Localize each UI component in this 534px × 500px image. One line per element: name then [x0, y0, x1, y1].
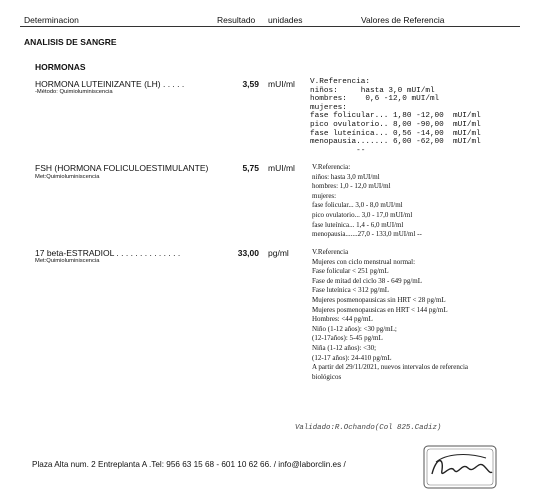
test-name: FSH (HORMONA FOLICULOESTIMULANTE)	[35, 163, 209, 173]
subsection-title: HORMONAS	[35, 62, 86, 72]
test-unit: mUI/ml	[268, 163, 295, 173]
header-determinacion: Determinacion	[24, 15, 79, 25]
test-result: 5,75	[242, 163, 259, 173]
header-valores-referencia: Valores de Referencia	[361, 15, 445, 25]
test-method: Met:Quimioluminiscencia	[35, 258, 100, 264]
test-unit: mUI/ml	[268, 79, 295, 89]
signature-stamp	[418, 444, 502, 490]
test-reference: V.Referencia Mujeres con ciclo menstrual normal: Fase folicular < 251 pg/mL Fase de mitad del ciclo 38 - 649 pg/mL Fase luteínica < 312 pg/mL Mujeres posmenopausicas sin HRT < 28 pg/mL Mujeres posmenopausicas en HRT < 144 pg/mL Hombres: <44 pg/mL Niño (1-12 años): <30 pg/mL; (12-17años): 5-45 pg/mL Niña (1-12 años): <30; (12-17 años): 24-410 pg/mL A partir del 29/11/2021, nuevos intervalos de referencia biológicos	[312, 248, 469, 381]
header-unidades: unidades	[268, 15, 303, 25]
test-method: -Método: Quimioluminiscencia	[35, 89, 113, 95]
test-result: 3,59	[242, 79, 259, 89]
footer-address: Plaza Alta num. 2 Entreplanta A .Tel: 956 63 15 68 - 601 10 62 66. / info@laborclin.es /	[32, 460, 346, 469]
header-resultado: Resultado	[217, 15, 256, 25]
test-name: 17 beta-ESTRADIOL . . . . . . . . . . . . . .	[35, 248, 181, 258]
test-name: HORMONA LUTEINIZANTE (LH) . . . . .	[35, 79, 185, 89]
validation-text: Validado:R.Ochando(Col 825.Cadiz)	[295, 424, 442, 432]
test-result: 33,00	[237, 248, 259, 258]
test-reference: V.Referencia: niños: hasta 3,0 mUI/ml hombres: 1,0 - 12,0 mUI/ml mujeres: fase folicular... 3,0 - 8,0 mUI/ml pico ovulatorio... 3,0 - 17,0 mUI/ml fase luteínica... 1,4 - 6,0 mUI/ml menopausia.......27,0 - 133,0 mUI/ml --	[312, 163, 422, 239]
header-divider	[20, 26, 520, 27]
test-unit: pg/ml	[268, 248, 289, 258]
test-method: Met:Quimioluminiscencia	[35, 174, 100, 180]
test-reference: V.Referencia: niños: hasta 3,0 mUI/ml hombres: 0,6 -12,0 mUI/ml mujeres: fase folicular... 1,80 -12,00 mUI/ml pico ovulatorio.. 8,00 -90,00 mUI/ml fase luteínica... 0,56 -14,00 mUI/ml menopausia....... 6,00 -62,00 mUI/ml --	[310, 78, 481, 155]
section-title: ANALISIS DE SANGRE	[24, 37, 117, 47]
